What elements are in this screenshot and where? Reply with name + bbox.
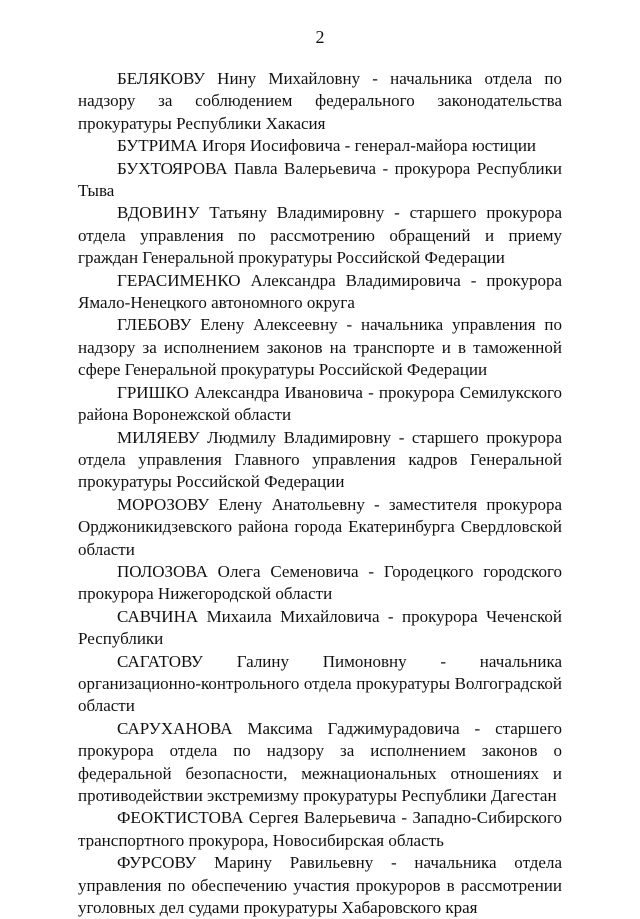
list-item: ГЛЕБОВУ Елену Алексеевну - начальника управления по надзору за исполнением законов на транспорте и в таможенной сфере Генеральной прокуратуры Российской Федерации — [78, 315, 562, 380]
list-item: САГАТОВУ Галину Пимоновну - начальника организационно-контрольного отдела прокуратуры Волгоградской области — [78, 651, 562, 716]
list-item: ГРИШКО Александра Ивановича - прокурора Семилукского района Воронежской области — [78, 382, 562, 425]
list-item: БУХТОЯРОВА Павла Валерьевича - прокурора Республики Тыва — [78, 158, 562, 201]
page-number: 2 — [315, 27, 325, 47]
list-item: САВЧИНА Михаила Михайловича - прокурора Чеченской Республики — [78, 606, 562, 649]
award-list — [78, 68, 562, 919]
list-item: ВДОВИНУ Татьяну Владимировну - старшего прокурора отдела управления по рассмотрению обращений и приему граждан Генеральной прокуратуры Российской Федерации — [78, 203, 562, 268]
list-item: ГЕРАСИМЕНКО Александра Владимировича - прокурора Ямало-Ненецкого автономного округа — [78, 270, 562, 313]
list-item: ПОЛОЗОВА Олега Семеновича - Городецкого городского прокурора Нижегородской области — [78, 561, 562, 604]
list-item: ФЕОКТИСТОВА Сергея Валерьевича - Западно-Сибирского транспортного прокурора, Новосибирская область — [78, 808, 562, 850]
list-item: БУТРИМА Игоря Иосифовича - генерал-майора юстиции — [117, 136, 537, 156]
list-item: САРУХАНОВА Максима Гаджимурадовича - старшего прокурора отдела по надзору за исполнением законов о федеральной безопасности, межнациональных отношениях и противодействии экстремизму прокуратуры Республики Дагестан — [78, 718, 562, 805]
list-item: ФУРСОВУ Марину Равильевну - начальника отдела управления по обеспечению участия прокуроров в рассмотрении уголовных дел судами прокуратуры Хабаровского края — [78, 853, 562, 918]
list-item: МИЛЯЕВУ Людмилу Владимировну - старшего прокурора отдела управления Главного управления кадров Генеральной прокуратуры Российской Федерации — [78, 427, 562, 492]
list-item: БЕЛЯКОВУ Нину Михайловну - начальника отдела по надзору за соблюдением федерального законодательства прокуратуры Республики Хакасия — [78, 69, 562, 133]
list-item: МОРОЗОВУ Елену Анатольевну - заместителя прокурора Орджоникидзевского района города Екатеринбурга Свердловской области — [78, 494, 562, 559]
